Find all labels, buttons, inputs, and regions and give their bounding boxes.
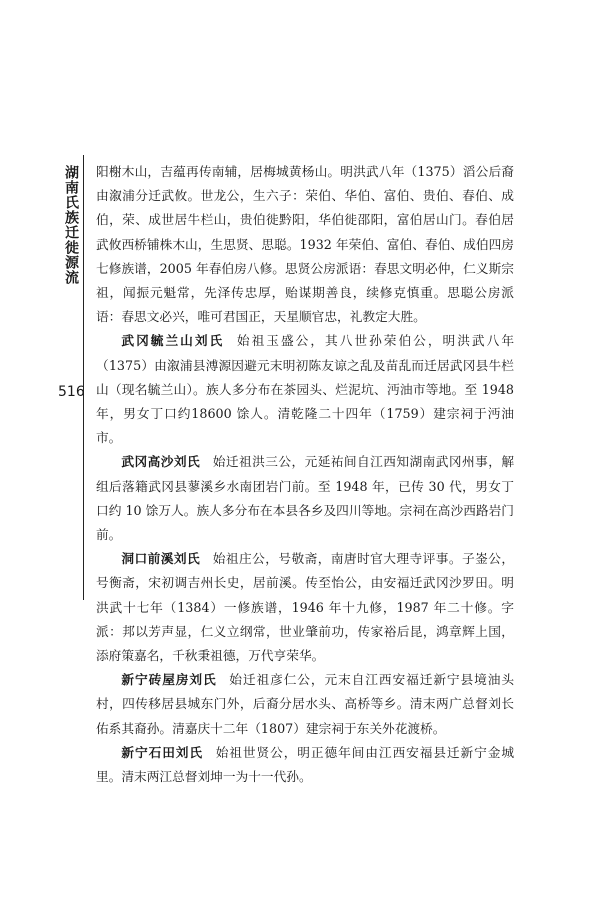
margin-rule [83, 155, 84, 600]
entry-text: 始祖庄公，号敬斋，南唐时官大理寺评事。子崟公，号衡斋，宋初调吉州长史，居前溪。传至怡公，由安福迁武冈沙罗田。明洪武十七年（1384）一修族谱，1946 年十九修，1987 年二十修。字派：邦以芳声显，仁义立纲常，世业肇前功，传家裕后昆，鸿章辉上国，添府策嘉名，千秋秉祖德，万代亨荣华。 [96, 551, 515, 664]
page-body [96, 160, 514, 789]
entry-text: 始祖世贤公，明正德年间由江西安福县迁新宁金城里。清末两江总督刘坤一为十一代孙。 [96, 744, 515, 785]
entry-title: 武冈毓兰山刘氏 [121, 333, 225, 349]
page-number: 516 [58, 384, 85, 400]
entry-title: 洞口前溪刘氏 [121, 551, 201, 567]
running-title: 湖南氏族迁徙源流 [63, 165, 79, 285]
entry-text: 始迁祖洪三公，元延祐间自江西知湖南武冈州事，解组后落籍武冈县蓼溪乡水南团岩门前。至 1948 年，已传 30 代，男女丁口约 10 馀万人。族人多分布在本县各乡及四川等地。宗祠在高沙西路岩门前。 [96, 454, 515, 543]
entry-paragraph [96, 547, 514, 668]
entry-text: 始祖玉盛公，其八世孙荣伯公，明洪武八年（1375）由溆浦县溥源因避元末明初陈友谅之乱及苗乱而迁居武冈县牛栏山（现名毓兰山）。族人多分布在茶园头、烂泥坑、沔油市等地。至 1948 年，男女丁口约18600 馀人。清乾隆二十四年（1759）建宗祠于沔油市。 [96, 333, 515, 446]
entry-paragraph [96, 668, 514, 741]
entry-text: 始迁祖彦仁公，元末自江西安福迁新宁县境油头村，四传移居县城东门外，后裔分居水头、高桥等乡。清末两广总督刘长佑系其裔孙。清嘉庆十二年（1807）建宗祠于东关外花渡桥。 [96, 672, 515, 736]
entry-paragraph [96, 741, 514, 789]
intro-paragraph: 阳榭木山，吉蕴再传南辅，居梅城黄杨山。明洪武八年（1375）滔公后裔由溆浦分迁武攸。世龙公，生六子：荣伯、华伯、富伯、贵伯、春伯、成伯，荣、成世居牛栏山，贵伯徙黔阳，华伯徙邵阳，富伯居山门。春伯居武攸西桥铺株木山，生思贤、思聪。1932 年荣伯、富伯、春伯、成伯四房七修族谱，2005 年春伯房八修。思贤公房派语：春思文明必仲，仁义斯宗祖，闻振元魁常，先泽传忠厚，贻谋期善良，续修克慎重。思聪公房派语：春思文必兴，唯可君国正，天星顺官忠，礼教定大胜。 [96, 164, 514, 325]
entry-paragraph [96, 450, 514, 547]
entry-title: 武冈高沙刘氏 [121, 454, 201, 470]
entry-title: 新宁砖屋房刘氏 [121, 672, 217, 688]
entry-paragraph [96, 329, 514, 450]
entry-title: 新宁石田刘氏 [121, 744, 203, 760]
